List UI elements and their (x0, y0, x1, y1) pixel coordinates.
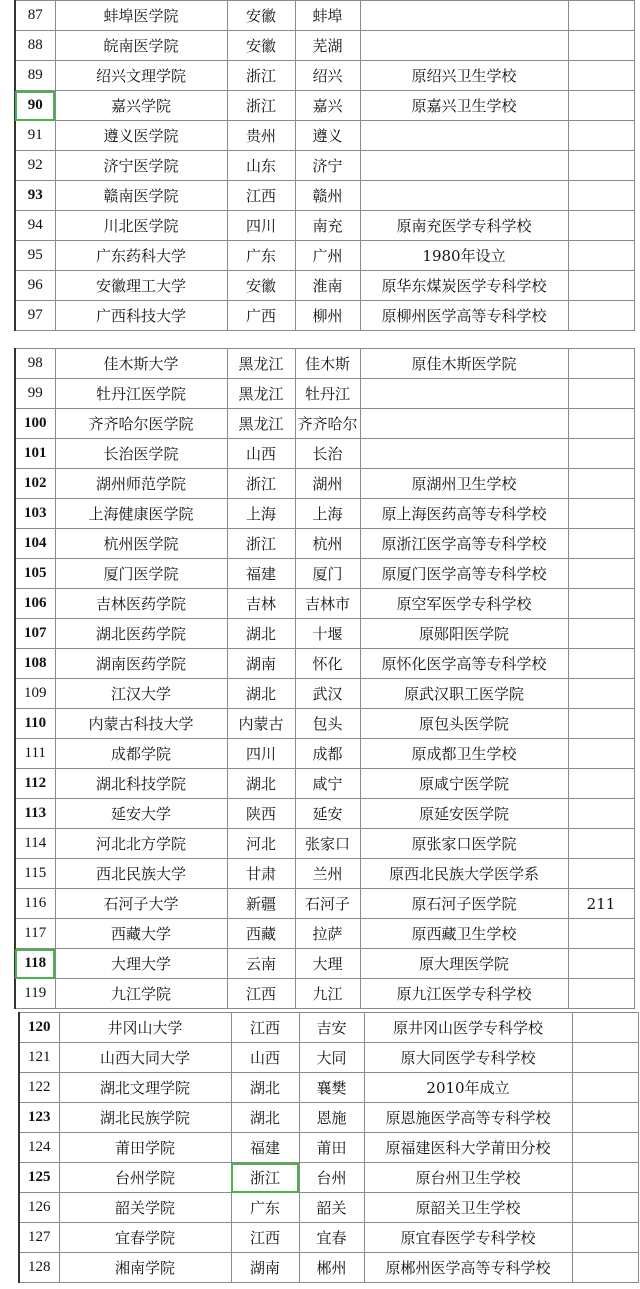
row-number-cell[interactable]: 123 (19, 1103, 59, 1133)
note-cell[interactable]: 原韶关卫生学校 (364, 1193, 572, 1223)
table-row (15, 301, 634, 331)
table-row (19, 1103, 638, 1133)
row-number-cell[interactable]: 125 (19, 1163, 59, 1193)
city-cell[interactable]: 拉萨 (295, 919, 360, 949)
note-cell[interactable]: 原大同医学专科学校 (364, 1043, 572, 1073)
province-cell[interactable]: 广东 (231, 1193, 299, 1223)
province-cell[interactable]: 安徽 (227, 1, 295, 31)
city-cell[interactable]: 牡丹江 (295, 379, 360, 409)
extra-cell[interactable] (568, 211, 634, 241)
row-number-cell[interactable]: 109 (15, 679, 55, 709)
row-number-cell[interactable]: 98 (15, 349, 55, 379)
extra-cell[interactable] (568, 151, 634, 181)
city-cell[interactable]: 吉林市 (295, 589, 360, 619)
table-row (19, 1133, 638, 1163)
table-row (15, 679, 634, 709)
province-cell[interactable]: 云南 (227, 949, 295, 979)
city-cell[interactable]: 蚌埠 (295, 1, 360, 31)
extra-cell[interactable] (568, 121, 634, 151)
table-row (15, 619, 634, 649)
extra-cell[interactable]: 211 (568, 889, 634, 919)
school-name-cell[interactable]: 宜春学院 (59, 1223, 231, 1253)
extra-cell[interactable] (572, 1013, 638, 1043)
school-name-cell[interactable]: 湘南学院 (59, 1253, 231, 1283)
table-row (15, 559, 634, 589)
row-number-cell[interactable]: 112 (15, 769, 55, 799)
city-cell[interactable]: 恩施 (299, 1103, 364, 1133)
extra-cell[interactable] (572, 1193, 638, 1223)
school-name-cell[interactable]: 大理大学 (55, 949, 227, 979)
row-number-cell[interactable]: 88 (15, 31, 55, 61)
table-row (19, 1013, 638, 1043)
city-cell[interactable]: 赣州 (295, 181, 360, 211)
extra-cell[interactable] (572, 1163, 638, 1193)
table-row (15, 469, 634, 499)
extra-cell[interactable] (568, 439, 634, 469)
note-cell[interactable]: 原包头医学院 (360, 709, 568, 739)
table-block-4 (18, 1012, 639, 1283)
school-name-cell[interactable]: 广东药科大学 (55, 241, 227, 271)
province-cell[interactable]: 广西 (227, 301, 295, 331)
table-row (15, 121, 634, 151)
extra-cell[interactable] (568, 739, 634, 769)
note-cell[interactable] (360, 439, 568, 469)
school-name-cell[interactable]: 上海健康医学院 (55, 499, 227, 529)
row-number-cell[interactable]: 97 (15, 301, 55, 331)
row-number-cell[interactable]: 107 (15, 619, 55, 649)
school-name-cell[interactable]: 湖北医药学院 (55, 619, 227, 649)
table-row (15, 151, 634, 181)
school-name-cell[interactable]: 成都学院 (55, 739, 227, 769)
province-cell[interactable]: 浙江 (227, 529, 295, 559)
extra-cell[interactable] (568, 349, 634, 379)
school-name-cell[interactable]: 济宁医学院 (55, 151, 227, 181)
city-cell[interactable]: 九江 (295, 979, 360, 1009)
table-row (15, 859, 634, 889)
province-cell[interactable]: 江西 (231, 1013, 299, 1043)
note-cell[interactable]: 原湖州卫生学校 (360, 469, 568, 499)
province-cell[interactable]: 山东 (227, 151, 295, 181)
school-name-cell[interactable]: 湖州师范学院 (55, 469, 227, 499)
extra-cell[interactable] (568, 949, 634, 979)
table-row (19, 1253, 638, 1283)
city-cell[interactable]: 宜春 (299, 1223, 364, 1253)
note-cell[interactable] (360, 181, 568, 211)
row-number-cell[interactable]: 106 (15, 589, 55, 619)
province-cell[interactable]: 河北 (227, 829, 295, 859)
province-cell[interactable]: 湖南 (231, 1253, 299, 1283)
note-cell[interactable]: 原井冈山医学专科学校 (364, 1013, 572, 1043)
table-row (15, 349, 634, 379)
note-cell[interactable]: 原宜春医学专科学校 (364, 1223, 572, 1253)
city-cell[interactable]: 芜湖 (295, 31, 360, 61)
note-cell[interactable]: 1980年设立 (360, 241, 568, 271)
row-number-cell[interactable]: 105 (15, 559, 55, 589)
table-row (19, 1163, 638, 1193)
school-name-cell[interactable]: 西藏大学 (55, 919, 227, 949)
note-cell[interactable] (360, 379, 568, 409)
school-name-cell[interactable]: 河北北方学院 (55, 829, 227, 859)
row-number-cell[interactable]: 122 (19, 1073, 59, 1103)
extra-cell[interactable] (572, 1223, 638, 1253)
school-name-cell[interactable]: 长治医学院 (55, 439, 227, 469)
table-row (15, 271, 634, 301)
table-row (15, 829, 634, 859)
extra-cell[interactable] (568, 619, 634, 649)
table-row (15, 181, 634, 211)
note-cell[interactable]: 原空军医学专科学校 (360, 589, 568, 619)
table-row (15, 949, 634, 979)
school-name-cell[interactable]: 台州学院 (59, 1163, 231, 1193)
note-cell[interactable] (360, 409, 568, 439)
province-cell[interactable]: 浙江 (227, 61, 295, 91)
city-cell[interactable]: 台州 (299, 1163, 364, 1193)
row-number-cell[interactable]: 94 (15, 211, 55, 241)
city-cell[interactable]: 怀化 (295, 649, 360, 679)
extra-cell[interactable] (572, 1043, 638, 1073)
note-cell[interactable]: 原大理医学院 (360, 949, 568, 979)
province-cell[interactable]: 湖北 (227, 619, 295, 649)
city-cell[interactable]: 郴州 (299, 1253, 364, 1283)
table-row (15, 919, 634, 949)
extra-cell[interactable] (572, 1133, 638, 1163)
city-cell[interactable]: 襄樊 (299, 1073, 364, 1103)
province-cell[interactable]: 西藏 (227, 919, 295, 949)
table-row (15, 91, 634, 121)
province-cell[interactable]: 黑龙江 (227, 409, 295, 439)
city-cell[interactable]: 吉安 (299, 1013, 364, 1043)
province-cell[interactable]: 甘肃 (227, 859, 295, 889)
row-number-cell[interactable]: 95 (15, 241, 55, 271)
table-row (15, 979, 634, 1009)
province-cell[interactable]: 新疆 (227, 889, 295, 919)
province-cell[interactable]: 浙江 (231, 1163, 299, 1193)
extra-cell[interactable] (568, 61, 634, 91)
school-name-cell[interactable]: 延安大学 (55, 799, 227, 829)
extra-cell[interactable] (568, 529, 634, 559)
table-block-2 (14, 348, 635, 679)
note-cell[interactable]: 原南充医学专科学校 (360, 211, 568, 241)
school-name-cell[interactable]: 广西科技大学 (55, 301, 227, 331)
table-row (15, 211, 634, 241)
city-cell[interactable]: 济宁 (295, 151, 360, 181)
extra-cell[interactable] (568, 241, 634, 271)
school-name-cell[interactable]: 井冈山大学 (59, 1013, 231, 1043)
school-name-cell[interactable]: 嘉兴学院 (55, 91, 227, 121)
school-name-cell[interactable]: 石河子大学 (55, 889, 227, 919)
school-name-cell[interactable]: 湖南医药学院 (55, 649, 227, 679)
note-cell[interactable]: 原福建医科大学莆田分校 (364, 1133, 572, 1163)
table-row (15, 439, 634, 469)
province-cell[interactable]: 湖北 (231, 1103, 299, 1133)
extra-cell[interactable] (568, 91, 634, 121)
extra-cell[interactable] (568, 469, 634, 499)
row-number-cell[interactable]: 120 (19, 1013, 59, 1043)
school-name-cell[interactable]: 山西大同大学 (59, 1043, 231, 1073)
table-row (15, 769, 634, 799)
school-name-cell[interactable]: 莆田学院 (59, 1133, 231, 1163)
table-row (15, 649, 634, 679)
row-number-cell[interactable]: 99 (15, 379, 55, 409)
city-cell[interactable]: 兰州 (295, 859, 360, 889)
table-row (15, 1, 634, 31)
city-cell[interactable]: 淮南 (295, 271, 360, 301)
table-row (15, 739, 634, 769)
table-row (19, 1073, 638, 1103)
city-cell[interactable]: 莆田 (299, 1133, 364, 1163)
row-number-cell[interactable]: 119 (15, 979, 55, 1009)
row-number-cell[interactable]: 113 (15, 799, 55, 829)
row-number-cell[interactable]: 93 (15, 181, 55, 211)
school-name-cell[interactable]: 绍兴文理学院 (55, 61, 227, 91)
table-row (15, 889, 634, 919)
note-cell[interactable]: 原张家口医学院 (360, 829, 568, 859)
note-cell[interactable]: 2010年成立 (364, 1073, 572, 1103)
table-row (15, 61, 634, 91)
extra-cell[interactable] (568, 271, 634, 301)
province-cell[interactable]: 贵州 (227, 121, 295, 151)
province-cell[interactable]: 安徽 (227, 31, 295, 61)
city-cell[interactable]: 佳木斯 (295, 349, 360, 379)
province-cell[interactable]: 四川 (227, 739, 295, 769)
province-cell[interactable]: 江西 (231, 1223, 299, 1253)
table-row (15, 529, 634, 559)
note-cell[interactable]: 原九江医学专科学校 (360, 979, 568, 1009)
table-row (15, 409, 634, 439)
city-cell[interactable]: 南充 (295, 211, 360, 241)
school-name-cell[interactable]: 杭州医学院 (55, 529, 227, 559)
province-cell[interactable]: 湖北 (227, 679, 295, 709)
row-number-cell[interactable]: 104 (15, 529, 55, 559)
city-cell[interactable]: 绍兴 (295, 61, 360, 91)
note-cell[interactable]: 原咸宁医学院 (360, 769, 568, 799)
note-cell[interactable]: 原上海医药高等专科学校 (360, 499, 568, 529)
extra-cell[interactable] (568, 979, 634, 1009)
extra-cell[interactable] (568, 829, 634, 859)
school-name-cell[interactable]: 佳木斯大学 (55, 349, 227, 379)
note-cell[interactable]: 原厦门医学高等专科学校 (360, 559, 568, 589)
city-cell[interactable]: 大理 (295, 949, 360, 979)
school-name-cell[interactable]: 遵义医学院 (55, 121, 227, 151)
note-cell[interactable]: 原绍兴卫生学校 (360, 61, 568, 91)
city-cell[interactable]: 成都 (295, 739, 360, 769)
city-cell[interactable]: 遵义 (295, 121, 360, 151)
city-cell[interactable]: 杭州 (295, 529, 360, 559)
row-number-cell[interactable]: 127 (19, 1223, 59, 1253)
row-number-cell[interactable]: 101 (15, 439, 55, 469)
note-cell[interactable]: 原柳州医学高等专科学校 (360, 301, 568, 331)
province-cell[interactable]: 湖北 (227, 769, 295, 799)
city-cell[interactable]: 上海 (295, 499, 360, 529)
row-number-cell[interactable]: 116 (15, 889, 55, 919)
city-cell[interactable]: 武汉 (295, 679, 360, 709)
note-cell[interactable]: 原石河子医学院 (360, 889, 568, 919)
school-name-cell[interactable]: 川北医学院 (55, 211, 227, 241)
row-number-cell[interactable]: 91 (15, 121, 55, 151)
city-cell[interactable]: 厦门 (295, 559, 360, 589)
city-cell[interactable]: 包头 (295, 709, 360, 739)
row-number-cell[interactable]: 100 (15, 409, 55, 439)
extra-cell[interactable] (568, 31, 634, 61)
school-name-cell[interactable]: 安徽理工大学 (55, 271, 227, 301)
province-cell[interactable]: 吉林 (227, 589, 295, 619)
row-number-cell[interactable]: 89 (15, 61, 55, 91)
extra-cell[interactable] (568, 301, 634, 331)
province-cell[interactable]: 浙江 (227, 469, 295, 499)
row-number-cell[interactable]: 110 (15, 709, 55, 739)
table-row (19, 1223, 638, 1253)
row-number-cell[interactable]: 126 (19, 1193, 59, 1223)
city-cell[interactable]: 韶关 (299, 1193, 364, 1223)
extra-cell[interactable] (568, 709, 634, 739)
province-cell[interactable]: 福建 (227, 559, 295, 589)
school-name-cell[interactable]: 蚌埠医学院 (55, 1, 227, 31)
extra-cell[interactable] (568, 679, 634, 709)
note-cell[interactable]: 原佳木斯医学院 (360, 349, 568, 379)
school-name-cell[interactable]: 牡丹江医学院 (55, 379, 227, 409)
city-cell[interactable]: 十堰 (295, 619, 360, 649)
city-cell[interactable]: 齐齐哈尔 (295, 409, 360, 439)
extra-cell[interactable] (568, 559, 634, 589)
note-cell[interactable]: 原武汉职工医学院 (360, 679, 568, 709)
school-name-cell[interactable]: 湖北文理学院 (59, 1073, 231, 1103)
table-row (19, 1193, 638, 1223)
note-cell[interactable]: 原怀化医学高等专科学校 (360, 649, 568, 679)
city-cell[interactable]: 柳州 (295, 301, 360, 331)
city-cell[interactable]: 延安 (295, 799, 360, 829)
city-cell[interactable]: 大同 (299, 1043, 364, 1073)
province-cell[interactable]: 浙江 (227, 91, 295, 121)
note-cell[interactable]: 原西北民族大学医学系 (360, 859, 568, 889)
province-cell[interactable]: 山西 (231, 1043, 299, 1073)
note-cell[interactable]: 原恩施医学高等专科学校 (364, 1103, 572, 1133)
row-number-cell[interactable]: 103 (15, 499, 55, 529)
note-cell[interactable]: 原台州卫生学校 (364, 1163, 572, 1193)
province-cell[interactable]: 广东 (227, 241, 295, 271)
school-name-cell[interactable]: 厦门医学院 (55, 559, 227, 589)
note-cell[interactable]: 原西藏卫生学校 (360, 919, 568, 949)
school-name-cell[interactable]: 赣南医学院 (55, 181, 227, 211)
school-name-cell[interactable]: 吉林医药学院 (55, 589, 227, 619)
table-block-1 (14, 0, 635, 331)
extra-cell[interactable] (568, 589, 634, 619)
row-number-cell[interactable]: 121 (19, 1043, 59, 1073)
note-cell[interactable] (360, 121, 568, 151)
extra-cell[interactable] (568, 649, 634, 679)
province-cell[interactable]: 山西 (227, 439, 295, 469)
province-cell[interactable]: 江西 (227, 181, 295, 211)
city-cell[interactable]: 嘉兴 (295, 91, 360, 121)
row-number-cell[interactable]: 96 (15, 271, 55, 301)
table-block-3 (14, 678, 635, 1009)
extra-cell[interactable] (568, 499, 634, 529)
note-cell[interactable]: 原郧阳医学院 (360, 619, 568, 649)
city-cell[interactable]: 张家口 (295, 829, 360, 859)
table-row (15, 589, 634, 619)
province-cell[interactable]: 黑龙江 (227, 379, 295, 409)
extra-cell[interactable] (572, 1103, 638, 1133)
city-cell[interactable]: 广州 (295, 241, 360, 271)
extra-cell[interactable] (568, 769, 634, 799)
table-row (15, 799, 634, 829)
table-row (15, 241, 634, 271)
province-cell[interactable]: 陕西 (227, 799, 295, 829)
row-number-cell[interactable]: 108 (15, 649, 55, 679)
province-cell[interactable]: 福建 (231, 1133, 299, 1163)
table-row (15, 31, 634, 61)
school-name-cell[interactable]: 江汉大学 (55, 679, 227, 709)
note-cell[interactable]: 原嘉兴卫生学校 (360, 91, 568, 121)
table-row (15, 709, 634, 739)
province-cell[interactable]: 湖北 (231, 1073, 299, 1103)
province-cell[interactable]: 上海 (227, 499, 295, 529)
extra-cell[interactable] (568, 859, 634, 889)
note-cell[interactable]: 原郴州医学高等专科学校 (364, 1253, 572, 1283)
school-name-cell[interactable]: 内蒙古科技大学 (55, 709, 227, 739)
school-name-cell[interactable]: 皖南医学院 (55, 31, 227, 61)
city-cell[interactable]: 石河子 (295, 889, 360, 919)
row-number-cell[interactable]: 87 (15, 1, 55, 31)
province-cell[interactable]: 四川 (227, 211, 295, 241)
row-number-cell[interactable]: 90 (15, 91, 55, 121)
note-cell[interactable]: 原成都卫生学校 (360, 739, 568, 769)
extra-cell[interactable] (568, 799, 634, 829)
school-name-cell[interactable]: 齐齐哈尔医学院 (55, 409, 227, 439)
extra-cell[interactable] (568, 919, 634, 949)
row-number-cell[interactable]: 102 (15, 469, 55, 499)
school-name-cell[interactable]: 西北民族大学 (55, 859, 227, 889)
province-cell[interactable]: 安徽 (227, 271, 295, 301)
extra-cell[interactable] (568, 181, 634, 211)
row-number-cell[interactable]: 115 (15, 859, 55, 889)
note-cell[interactable] (360, 31, 568, 61)
note-cell[interactable] (360, 151, 568, 181)
note-cell[interactable]: 原华东煤炭医学专科学校 (360, 271, 568, 301)
school-name-cell[interactable]: 湖北科技学院 (55, 769, 227, 799)
city-cell[interactable]: 长治 (295, 439, 360, 469)
table-row (15, 379, 634, 409)
row-number-cell[interactable]: 111 (15, 739, 55, 769)
note-cell[interactable]: 原浙江医学高等专科学校 (360, 529, 568, 559)
row-number-cell[interactable]: 124 (19, 1133, 59, 1163)
school-name-cell[interactable]: 韶关学院 (59, 1193, 231, 1223)
table-row (19, 1043, 638, 1073)
province-cell[interactable]: 湖南 (227, 649, 295, 679)
extra-cell[interactable] (568, 1, 634, 31)
row-number-cell[interactable]: 117 (15, 919, 55, 949)
row-number-cell[interactable]: 118 (15, 949, 55, 979)
school-name-cell[interactable]: 湖北民族学院 (59, 1103, 231, 1133)
city-cell[interactable]: 湖州 (295, 469, 360, 499)
city-cell[interactable]: 咸宁 (295, 769, 360, 799)
extra-cell[interactable] (568, 379, 634, 409)
extra-cell[interactable] (572, 1073, 638, 1103)
note-cell[interactable] (360, 1, 568, 31)
row-number-cell[interactable]: 128 (19, 1253, 59, 1283)
extra-cell[interactable] (572, 1253, 638, 1283)
note-cell[interactable]: 原延安医学院 (360, 799, 568, 829)
extra-cell[interactable] (568, 409, 634, 439)
province-cell[interactable]: 内蒙古 (227, 709, 295, 739)
table-row (15, 499, 634, 529)
row-number-cell[interactable]: 114 (15, 829, 55, 859)
province-cell[interactable]: 江西 (227, 979, 295, 1009)
school-name-cell[interactable]: 九江学院 (55, 979, 227, 1009)
row-number-cell[interactable]: 92 (15, 151, 55, 181)
province-cell[interactable]: 黑龙江 (227, 349, 295, 379)
